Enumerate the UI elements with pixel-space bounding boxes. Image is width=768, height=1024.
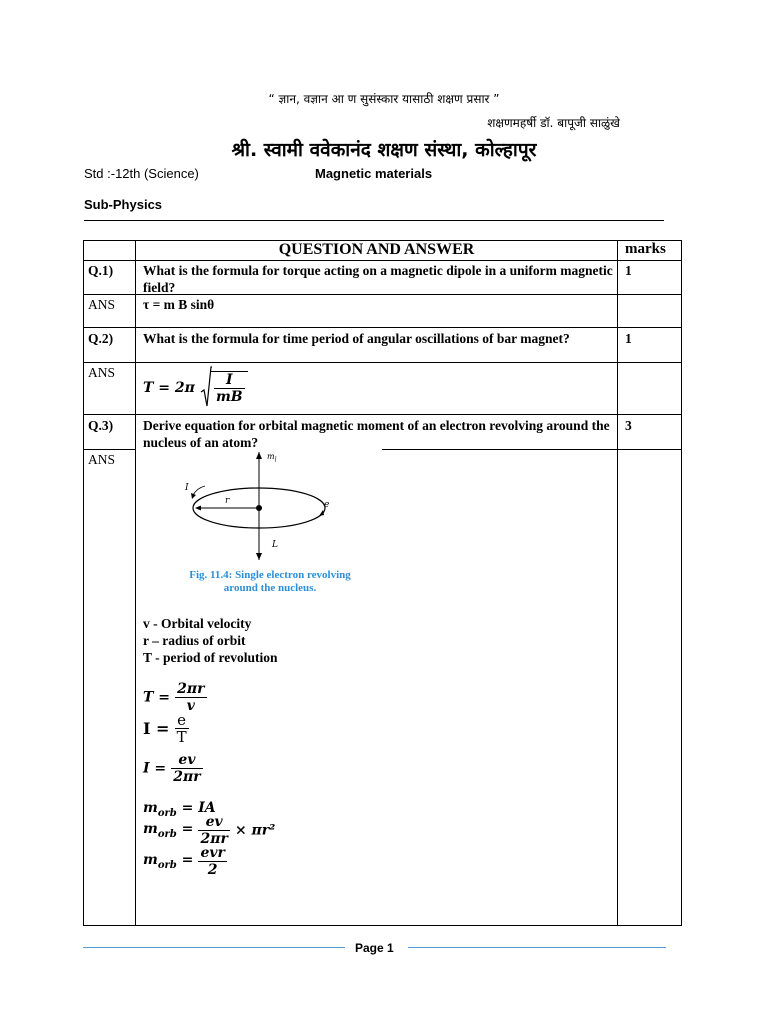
row-label-ans2: ANS: [88, 365, 116, 380]
label-current: I: [185, 483, 189, 493]
formula-lhs: T = 2π: [143, 380, 195, 396]
topic-title: Magnetic materials: [315, 166, 433, 181]
equation-morb-2: $m_{orb}$ = $\frac{ev}{2\pi r}$ × πr²: [143, 814, 276, 847]
eq-den: v: [186, 698, 195, 714]
standard-label: Std :-12th (Science): [84, 166, 199, 181]
eq-lhs: I =: [143, 719, 170, 738]
equation-current-1: [143, 712, 189, 745]
eq-num: e: [175, 712, 189, 729]
eq-lhs: I =: [143, 760, 167, 777]
definition-T: T - period of revolution: [143, 650, 278, 665]
equation-period: [143, 681, 207, 714]
eq-num: evr: [200, 845, 225, 861]
eq-lhs: T =: [143, 689, 171, 706]
row-label-q3: Q.3): [88, 418, 114, 433]
nucleus-dot: [256, 505, 262, 511]
table-border-bottom: [83, 925, 682, 926]
radius-arrow-icon: [195, 506, 201, 511]
eq-tail: × πr²: [234, 822, 276, 839]
answer-1-text: τ = m B sinθ: [143, 297, 215, 312]
electron-arrow-icon: [319, 510, 324, 516]
eq-den: 2πr: [173, 769, 201, 785]
header-rule: [84, 220, 664, 221]
equation-morb-3: $m_{orb}$ = $\frac{\text{evr}}{2}$: [143, 845, 225, 878]
table-row-line: [83, 362, 682, 363]
table-border-right: [681, 240, 682, 926]
label-angular-momentum: L: [272, 540, 278, 550]
definition-v: v - Orbital velocity: [143, 616, 252, 631]
table-heading: QUESTION AND ANSWER: [278, 241, 475, 258]
eq-num: ev: [198, 814, 229, 831]
question-1-text: What is the formula for torque acting on a magnetic dipole in a uniform magnetic field?: [143, 263, 613, 295]
eq-num: ev: [171, 752, 202, 769]
eq-rhs: IA: [198, 800, 216, 816]
equation-current-2: [143, 752, 203, 785]
subject-label: Sub-Physics: [84, 197, 163, 212]
figure-caption: [170, 569, 370, 595]
formula-denominator: mB: [215, 389, 243, 405]
caption-line-2: around the nucleus.: [223, 582, 317, 594]
institution-name: श्री. स्वामी ववेकानंद शक्षण संस्था, कोल्हापूर: [231, 139, 537, 161]
row-label-q2: Q.2): [88, 331, 114, 346]
motto: “ ज्ञान, वज्ञान आ ण सुसंस्कार यासाठी शक्षण प्रसार ”: [268, 92, 500, 106]
footer-rule-left: [83, 947, 345, 948]
eq-den: 2: [207, 862, 218, 878]
marks-q3: 3: [625, 418, 632, 433]
page-number: Page 1: [355, 941, 394, 955]
table-divider-col2: [617, 240, 618, 926]
table-row-line: [83, 414, 682, 415]
row-label-ans3: ANS: [88, 452, 116, 467]
equation-morb-1: $m_{orb}$ = IA: [143, 800, 216, 819]
row-label-ans1: ANS: [88, 297, 116, 312]
arrow-up-icon: [256, 452, 262, 459]
label-electron: e: [324, 500, 330, 510]
formula-numerator: I: [214, 372, 245, 389]
definition-r: r – radius of orbit: [143, 633, 246, 648]
orbit-diagram: [175, 450, 345, 570]
current-arrow-icon: [193, 486, 205, 495]
footer-rule-right: [408, 947, 666, 948]
eq-num: 2πr: [177, 681, 205, 697]
marks-q1: 1: [625, 263, 632, 278]
label-m: $m_l$: [267, 452, 277, 464]
table-row-line: [83, 260, 682, 261]
q2-answer-formula: [143, 366, 248, 410]
table-border-left: [83, 240, 84, 926]
table-divider-col1: [135, 240, 136, 926]
table-row-line: [83, 327, 682, 328]
marks-q2: 1: [625, 331, 632, 346]
founder-name: शक्षणमहर्षी डॉ. बापूजी साळुंखे: [487, 116, 620, 130]
question-2-text: What is the formula for time period of angular oscillations of bar magnet?: [143, 331, 570, 346]
arrow-down-icon: [256, 553, 262, 560]
caption-line-1: Fig. 11.4: Single electron revolving: [189, 569, 351, 581]
marks-heading: marks: [625, 241, 666, 257]
table-row-line: [83, 449, 135, 450]
label-radius: r: [225, 496, 230, 506]
eq-den: 2πr: [200, 831, 228, 847]
question-3-text: Derive equation for orbital magnetic moment of an electron revolving around the nucleus of an atom?: [143, 418, 610, 450]
eq-den: T: [176, 728, 187, 746]
row-label-q1: Q.1): [88, 263, 114, 278]
